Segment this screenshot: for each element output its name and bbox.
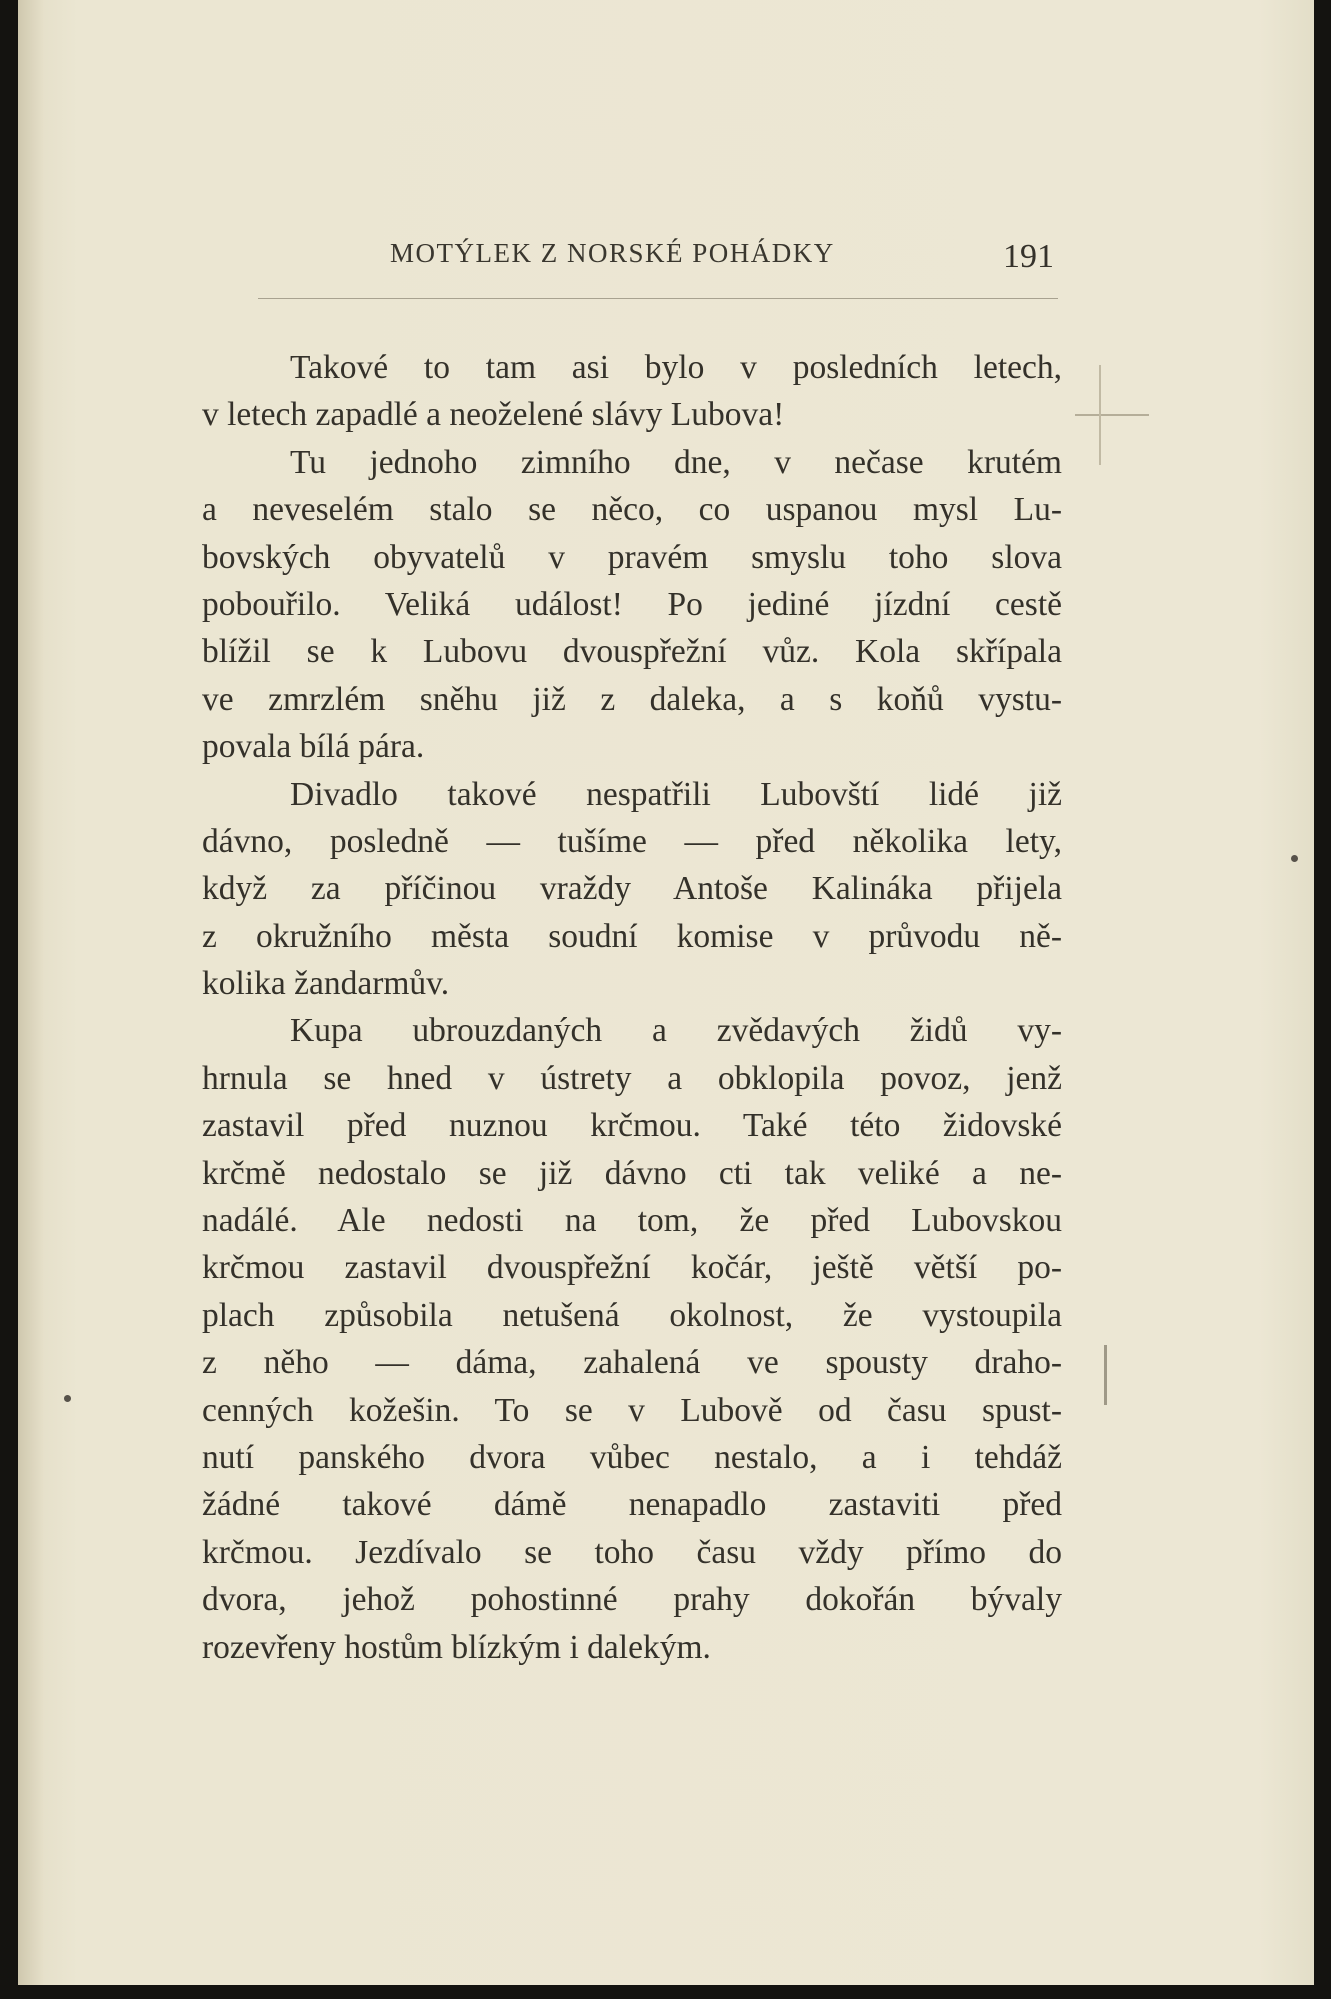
margin-mark	[1099, 365, 1101, 465]
text-line: pobouřilo. Veliká událost! Po jediné jízdní cestě	[202, 585, 1062, 623]
margin-mark	[1075, 414, 1149, 416]
text-line: nadálé. Ale nedosti na tom, že před Lubovskou	[202, 1202, 1062, 1240]
paragraph	[202, 439, 1062, 771]
margin-mark	[1104, 1345, 1107, 1405]
text-line: krčmou zastavil dvouspřežní kočár, ještě větší po-	[202, 1249, 1062, 1287]
text-line: plach způsobila netušená okolnost, že vystoupila	[202, 1296, 1062, 1334]
text-line: dvora, jehož pohostinné prahy dokořán bývaly	[202, 1581, 1062, 1619]
text-line: žádné takové dámě nenapadlo zastaviti před	[202, 1486, 1062, 1524]
text-line: nutí panského dvora vůbec nestalo, a i tehdáž	[202, 1438, 1062, 1476]
margin-dot	[1291, 855, 1298, 862]
text-line: krčmě nedostalo se již dávno cti tak veliké a ne-	[202, 1154, 1062, 1192]
body-text	[202, 344, 1062, 1671]
text-line: když za příčinou vraždy Antoše Kalináka přijela	[202, 870, 1062, 908]
text-line: blížil se k Lubovu dvouspřežní vůz. Kola skřípala	[202, 633, 1062, 671]
text-line: bovských obyvatelů v pravém smyslu toho slova	[202, 538, 1062, 576]
paragraph	[202, 1007, 1062, 1670]
text-line: a neveselém stalo se něco, co uspanou mysl Lu-	[202, 491, 1062, 529]
text-line: Takové to tam asi bylo v posledních letech,	[290, 349, 1062, 386]
text-line: Divadlo takové nespatřili Lubovští lidé již	[290, 775, 1062, 813]
text-line: hrnula se hned v ústrety a obklopila povoz, jenž	[202, 1059, 1062, 1097]
header-rule	[258, 298, 1058, 299]
text-line: v letech zapadlé a neoželené slávy Lubova!	[202, 396, 785, 434]
text-line: Kupa ubrouzdaných a zvědavých židů vy-	[290, 1012, 1062, 1050]
text-line: Tu jednoho zimního dne, v nečase krutém	[290, 443, 1062, 481]
text-line: krčmou. Jezdívalo se toho času vždy přímo do	[202, 1533, 1062, 1571]
margin-dot	[64, 1395, 71, 1402]
text-line: kolika žandarmův.	[202, 965, 450, 1003]
text-line: dávno, posledně — tušíme — před několika lety,	[202, 822, 1062, 860]
text-line: rozevřeny hostům blízkým i dalekým.	[202, 1628, 711, 1666]
running-head: MOTÝLEK Z NORSKÉ POHÁDKY	[390, 238, 835, 268]
text-line: zastavil před nuznou krčmou. Také této židovské	[202, 1107, 1062, 1145]
paragraph	[202, 344, 1062, 439]
text-line: ve zmrzlém sněhu již z daleka, a s koňů vystu-	[202, 680, 1062, 718]
text-line: cenných kožešin. To se v Lubově od času spust-	[202, 1391, 1062, 1429]
text-line: povala bílá pára.	[202, 728, 425, 766]
text-line: z okružního města soudní komise v průvodu ně-	[202, 917, 1062, 955]
paragraph	[202, 771, 1062, 1008]
text-line: z něho — dáma, zahalená ve spousty draho-	[202, 1344, 1062, 1382]
page-gutter-shadow	[18, 0, 44, 1985]
page-number: 191	[1003, 238, 1054, 275]
